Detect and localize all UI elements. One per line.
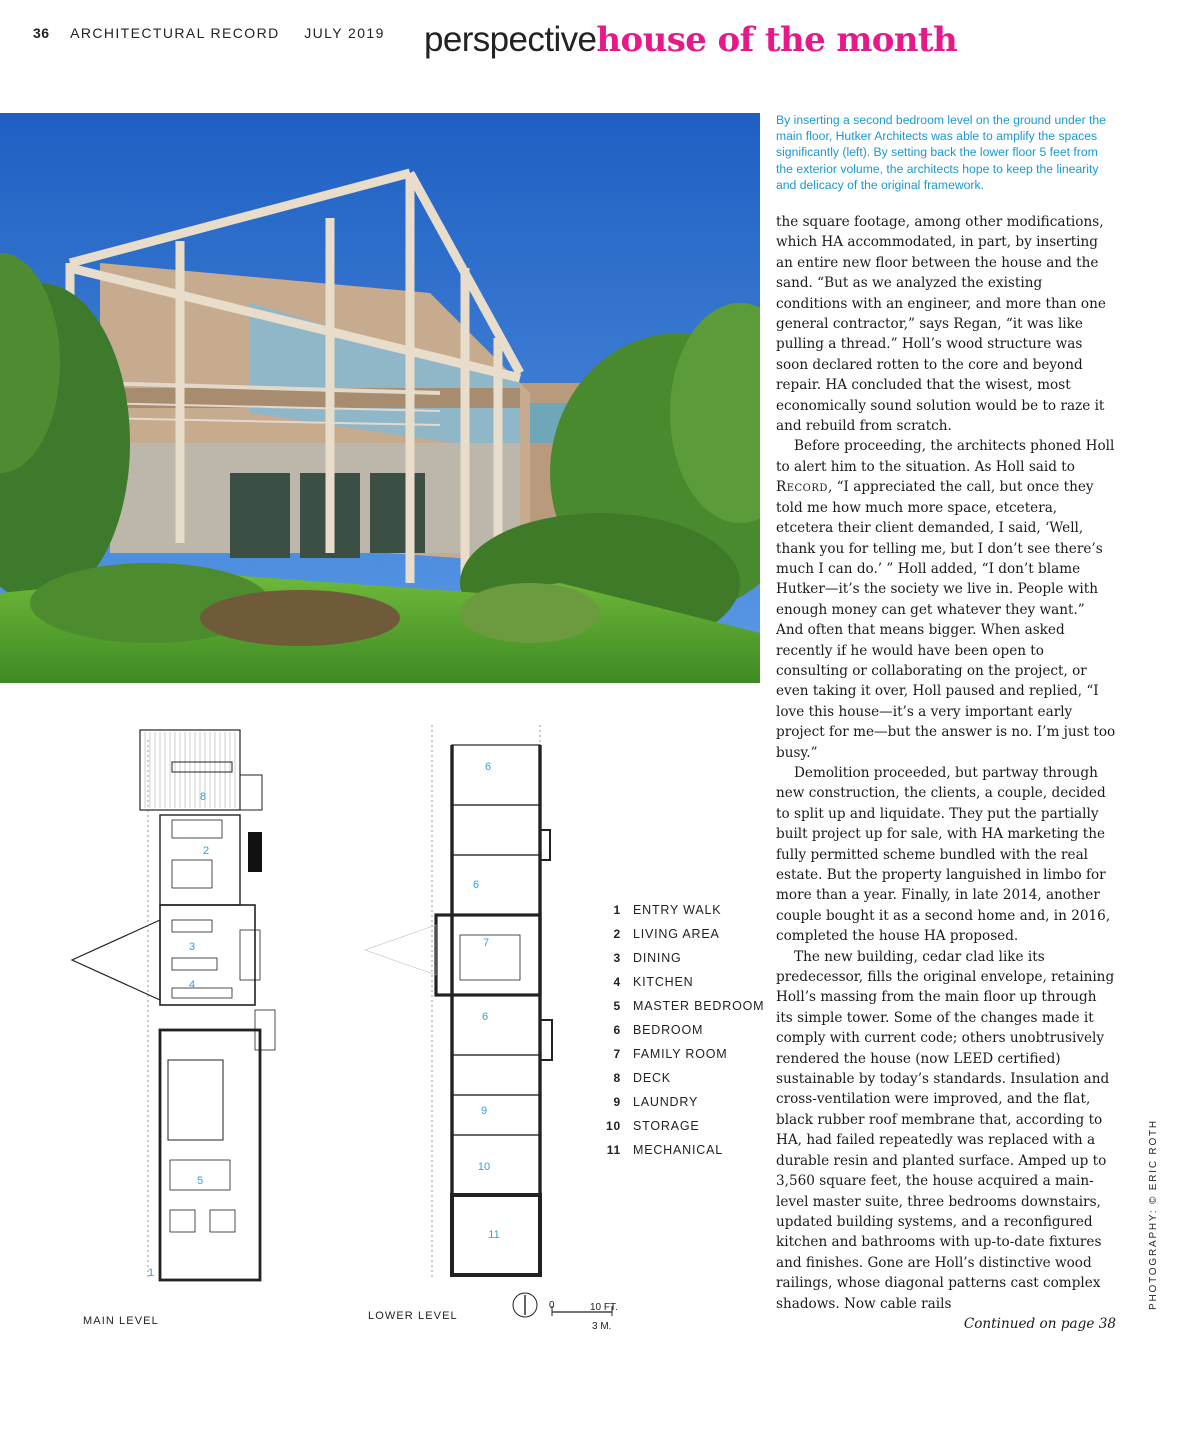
legend-row: 8 DECK	[613, 1071, 671, 1085]
paragraph: Before proceeding, the architects phoned Holl to alert him to the situation. As Holl said to Record, “I appreciated the call, but once they told me how much more space, etcetera, etcetera their client demanded, I said, ‘Well, thank you for telling me, but I don’t see there’s much I can do.’ ” Holl added, “I don’t blame Hutker—it’s the society we live in. People with enough money can get whatever they want.” And often that means bigger. When asked recently if he would have been open to consulting or collaborating on the project, or even taking it over, Holl paused and replied, “I love this house—it’s a very important early project for me—but the answer is no. I’m just too busy.”	[776, 438, 1116, 761]
lower-room-number: 11	[488, 1229, 500, 1241]
section-title	[424, 20, 957, 60]
legend-row: 10 STORAGE	[606, 1119, 700, 1133]
scale-feet: 10 FT.	[590, 1302, 618, 1313]
running-header	[33, 25, 385, 41]
section-title-bold: house of the month	[596, 20, 958, 60]
main-level-label: MAIN LEVEL	[83, 1315, 159, 1327]
article-body	[776, 212, 1116, 1334]
continued-link[interactable]: Continued on page 38	[963, 1315, 1116, 1332]
lower-room-number: 6	[484, 761, 492, 773]
scale-meters: 3 M.	[592, 1321, 612, 1332]
record-smallcaps: Record	[776, 479, 828, 496]
legend-row: 4 KITCHEN	[613, 975, 694, 989]
house-photo	[0, 113, 760, 683]
legend-row: 9 LAUNDRY	[613, 1095, 699, 1109]
main-room-number: 2	[202, 845, 210, 857]
lower-room-number: 6	[481, 1011, 489, 1023]
legend-row: 1 ENTRY WALK	[613, 903, 722, 917]
photo-credit: PHOTOGRAPHY: © ERIC ROTH	[1148, 1119, 1159, 1310]
lower-room-number: 10	[477, 1161, 491, 1173]
lower-room-number: 7	[482, 937, 490, 949]
scale-zero: 0	[549, 1300, 555, 1311]
lower-room-number: 9	[480, 1105, 488, 1117]
main-room-number: 3	[188, 941, 196, 953]
legend-row: 11 MECHANICAL	[606, 1143, 723, 1157]
legend-row: 3 DINING	[613, 951, 682, 965]
photo-caption: By inserting a second bedroom level on the ground under the main floor, Hutker Architects was able to amplify the spaces significantly (left). By setting back the lower floor 5 feet from the exterior volume, the architects hope to keep the linearity and delicacy of the original framework.	[776, 113, 1106, 192]
main-room-number: 5	[196, 1175, 204, 1187]
main-room-number: 1	[147, 1267, 155, 1279]
main-room-number: 8	[199, 791, 207, 803]
lower-level-label: LOWER LEVEL	[368, 1310, 458, 1322]
section-title-light: perspective	[424, 20, 597, 59]
main-room-number: 4	[188, 979, 196, 991]
room-legend	[600, 898, 764, 1162]
paragraph: the square footage, among other modifications, which HA accommodated, in part, by inserting an entire new floor between the house and the sand. “But as we analyzed the existing conditions with an engineer, and more than one general contractor,” says Regan, “it was like pulling a thread.” Holl’s wood structure was soon declared rotten to the core and beyond repair. HA concluded that the wisest, most economically sound solution would be to raze it and rebuild from scratch.	[776, 214, 1106, 435]
lower-room-number: 6	[472, 879, 480, 891]
page-number: 36	[33, 25, 50, 41]
legend-row: 2 LIVING AREA	[613, 927, 720, 941]
paragraph: The new building, cedar clad like its predecessor, fills the original envelope, retaining Holl’s massing from the main floor up through its simple tower. Some of the changes made it comply with current code; others unobtrusively rendered the house (now LEED certified) sustainable by today’s standards. Insulation and cross-ventilation were improved, and the flat, black rubber roof membrane that, according to HA, had failed repeatedly was replaced with a durable resin and planted surface. Amped up to 3,560 square feet, the house acquired a main-level master suite, three bedrooms downstairs, updated building systems, and a reconfigured kitchen and bathrooms with up-to-date fixtures and finishes. Gone are Holl’s distinctive wood railings, whose diagonal patterns cast complex shadows. Now cable rails	[776, 948, 1115, 1312]
legend-row: 7 FAMILY ROOM	[613, 1047, 728, 1061]
paragraph: Demolition proceeded, but partway through new construction, the clients, a couple, decided to split up and liquidate. They put the partially built project up for sale, with HA marketing the fully permitted scheme bundled with the real estate. But the property languished in limbo for more than a year. Finally, in late 2014, another couple bought it as a second home and, in 2016, completed the house HA proposed.	[776, 764, 1111, 945]
legend-row: 6 BEDROOM	[613, 1023, 704, 1037]
issue-date: JULY 2019	[304, 25, 385, 41]
legend-row: 5 MASTER BEDROOM	[613, 999, 765, 1013]
publication-name: ARCHITECTURAL RECORD	[70, 25, 280, 41]
